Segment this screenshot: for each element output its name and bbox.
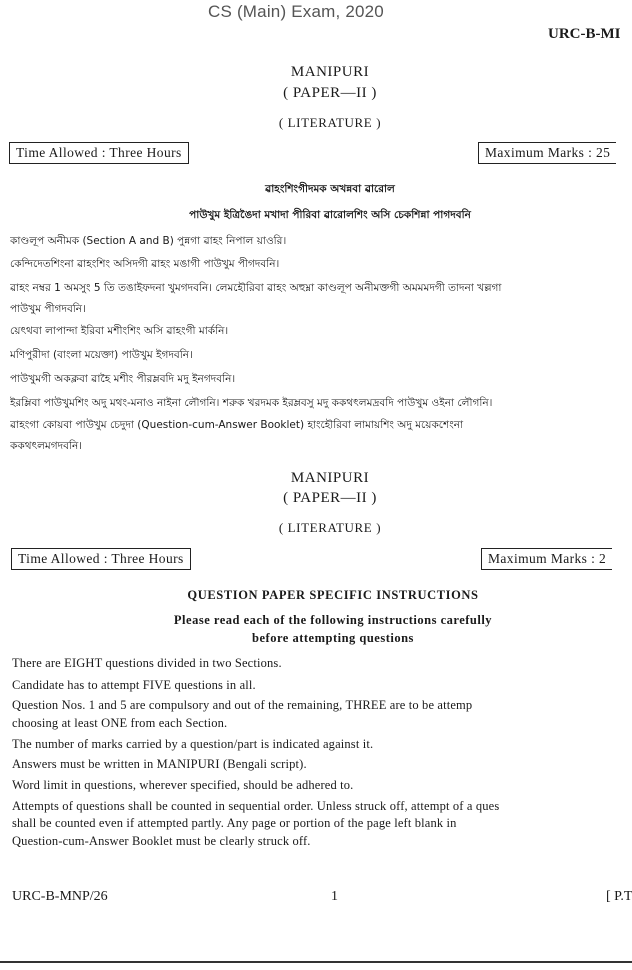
instruction-line: Attempts of questions shall be counted in sequential order. Unless struck off, attempt of a ques bbox=[12, 799, 500, 813]
page-number: 1 bbox=[331, 889, 338, 904]
literature-title-2: ( LITERATURE ) bbox=[278, 520, 382, 535]
instruction-line: shall be counted even if attempted partly. Any page or portion of the page left blank in bbox=[12, 816, 457, 830]
paper-code-top: URC-B-MI bbox=[548, 26, 621, 42]
time-allowed-box-1: Time Allowed : Three Hours bbox=[9, 142, 189, 164]
instruction-line: Question Nos. 1 and 5 are compulsory and out of the remaining, THREE are to be attemp bbox=[12, 698, 473, 712]
paper-title-1: ( PAPER—II ) bbox=[283, 85, 377, 101]
bengali-instruction: য়েৎথবা লাপান্দা ইরিবা মশীংশিং অসি ৱাহংগী মার্কনি। bbox=[10, 325, 229, 337]
time-allowed-box-2: Time Allowed : Three Hours bbox=[11, 548, 191, 570]
bengali-instruction: ককথৎলমগদবনি। bbox=[10, 440, 83, 452]
instruction-line: Candidate has to attempt FIVE questions in all. bbox=[12, 678, 256, 692]
subject-title-2: MANIPURI bbox=[290, 470, 370, 486]
bengali-instruction: ৱাহং নম্বর 1 অমসুং 5 তি তঙাইফদনা খুমগদবনি। লেমহৌরিবা ৱাহং অহুম্না কাণ্ডলূপ অনীমক্তগী অমমমদগী তাদনা খল্লগা bbox=[10, 282, 502, 294]
bengali-heading-1: ৱাহংশিংগীদমক অখন্নবা ৱারোল bbox=[265, 183, 395, 195]
max-marks-box-2: Maximum Marks : 2 bbox=[481, 548, 612, 570]
footer-paper-code: URC-B-MNP/26 bbox=[12, 889, 108, 904]
instructions-heading: QUESTION PAPER SPECIFIC INSTRUCTIONS bbox=[187, 588, 479, 602]
instruction-line: Question-cum-Answer Booklet must be clearly struck off. bbox=[12, 834, 311, 848]
exam-stamp: CS (Main) Exam, 2020 bbox=[208, 2, 384, 21]
instruction-line: Answers must be written in MANIPURI (Bengali script). bbox=[12, 757, 307, 771]
bengali-heading-2: পাউখুম ইত্রিঙৈদা মখাদা পীরিবা ৱারোলশিং অসি চেকশিন্না পাগদবনি bbox=[189, 209, 471, 221]
instructions-subheading-2: before attempting questions bbox=[252, 631, 414, 645]
instructions-subheading-1: Please read each of the following instructions carefully bbox=[173, 613, 493, 627]
bengali-instruction: কেন্দিদেতশিংনা ৱাহংশিং অসিদগী ৱাহং মঙাগী পাউখুম পীগদবনি। bbox=[10, 258, 280, 270]
pto-label: [ P.T bbox=[606, 889, 632, 904]
bengali-instruction: ইরম্লিবা পাউখুমশিং অদু মথং-মনাও নাইনা লৌগনি। শরুক খরদমক ইরম্লবসু মদু ককথৎলমদ্রবদি পাউখুম ওইনা লৌগনি। bbox=[10, 397, 493, 409]
instruction-line: The number of marks carried by a question/part is indicated against it. bbox=[12, 737, 374, 751]
bengali-instruction: মণিপুরীদা (বাংলা ময়েক্তা) পাউখুম ইগদবনি। bbox=[10, 349, 193, 361]
bottom-rule bbox=[0, 961, 632, 963]
subject-title-1: MANIPURI bbox=[290, 64, 370, 80]
bengali-instruction: পাউখুমগী অকক্লবা ৱাহৈ মশীং পীরম্লবদি মদু ইনগদবনি। bbox=[10, 373, 236, 385]
max-marks-box-1: Maximum Marks : 25 bbox=[478, 142, 616, 164]
instruction-line: There are EIGHT questions divided in two Sections. bbox=[12, 656, 282, 670]
paper-title-2: ( PAPER—II ) bbox=[283, 490, 377, 506]
bengali-instruction: পাউখুম পীগদবনি। bbox=[10, 303, 86, 315]
bengali-instruction: ৱাহংগা কোয়বা পাউখুম চেদুদা (Question-cum-Answer Booklet) হাংহৌরিবা লামায়শিং অদু ময়েকশেংনা bbox=[10, 419, 464, 431]
instruction-line: Word limit in questions, wherever specified, should be adhered to. bbox=[12, 778, 354, 792]
literature-title-1: ( LITERATURE ) bbox=[278, 115, 382, 130]
bengali-instruction: কাণ্ডলূপ অনীমক (Section A and B) পুন্নগা ৱাহং নিপাল য়াওরি। bbox=[10, 235, 287, 247]
instruction-line: choosing at least ONE from each Section. bbox=[12, 716, 228, 730]
